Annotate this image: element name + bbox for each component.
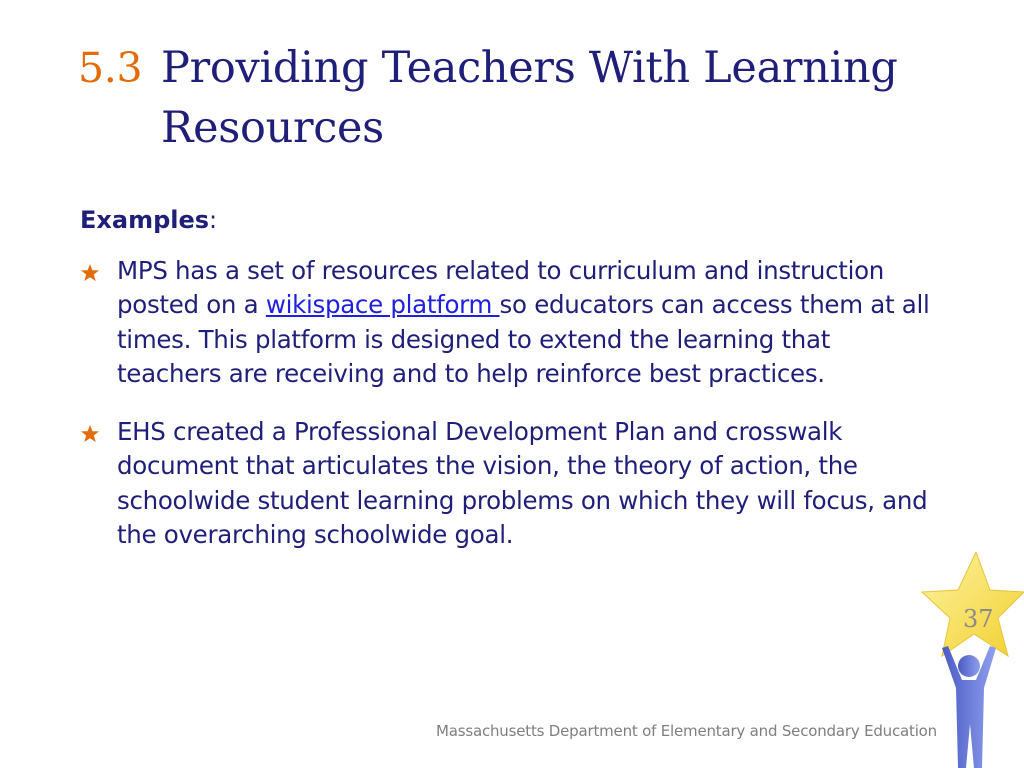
- examples-label: Examples: [80, 206, 210, 234]
- page-number: 37: [963, 605, 994, 633]
- examples-colon: :: [209, 206, 218, 234]
- bullet-text-after: so educators can access them at all times. This platform is designed to extend the learning that teachers are receiving and to help reinforce best practices.: [117, 290, 930, 388]
- star-bullet-icon: [80, 424, 100, 444]
- examples-heading: [80, 203, 217, 237]
- title-text: Providing Teachers With Learning Resources: [161, 43, 898, 153]
- mascot-figure-icon: [942, 646, 996, 768]
- section-number: 5.3: [78, 44, 143, 92]
- bullet-text: EHS created a Professional Development Plan and crosswalk document that articulates the vision, the theory of action, the schoolwide student learning problems on which they will focus, and the overarching schoolwide goal.: [117, 417, 928, 549]
- bullet-text: [117, 254, 937, 391]
- mascot-star-icon: [922, 552, 1024, 656]
- footer-text: Massachusetts Department of Elementary and Secondary Education: [436, 722, 937, 740]
- wikispace-link[interactable]: wikispace platform: [265, 290, 500, 320]
- bullet-text-before: MPS has a set of resources related to curriculum and instruction posted on a: [117, 256, 885, 320]
- star-bullet-icon: [80, 263, 100, 283]
